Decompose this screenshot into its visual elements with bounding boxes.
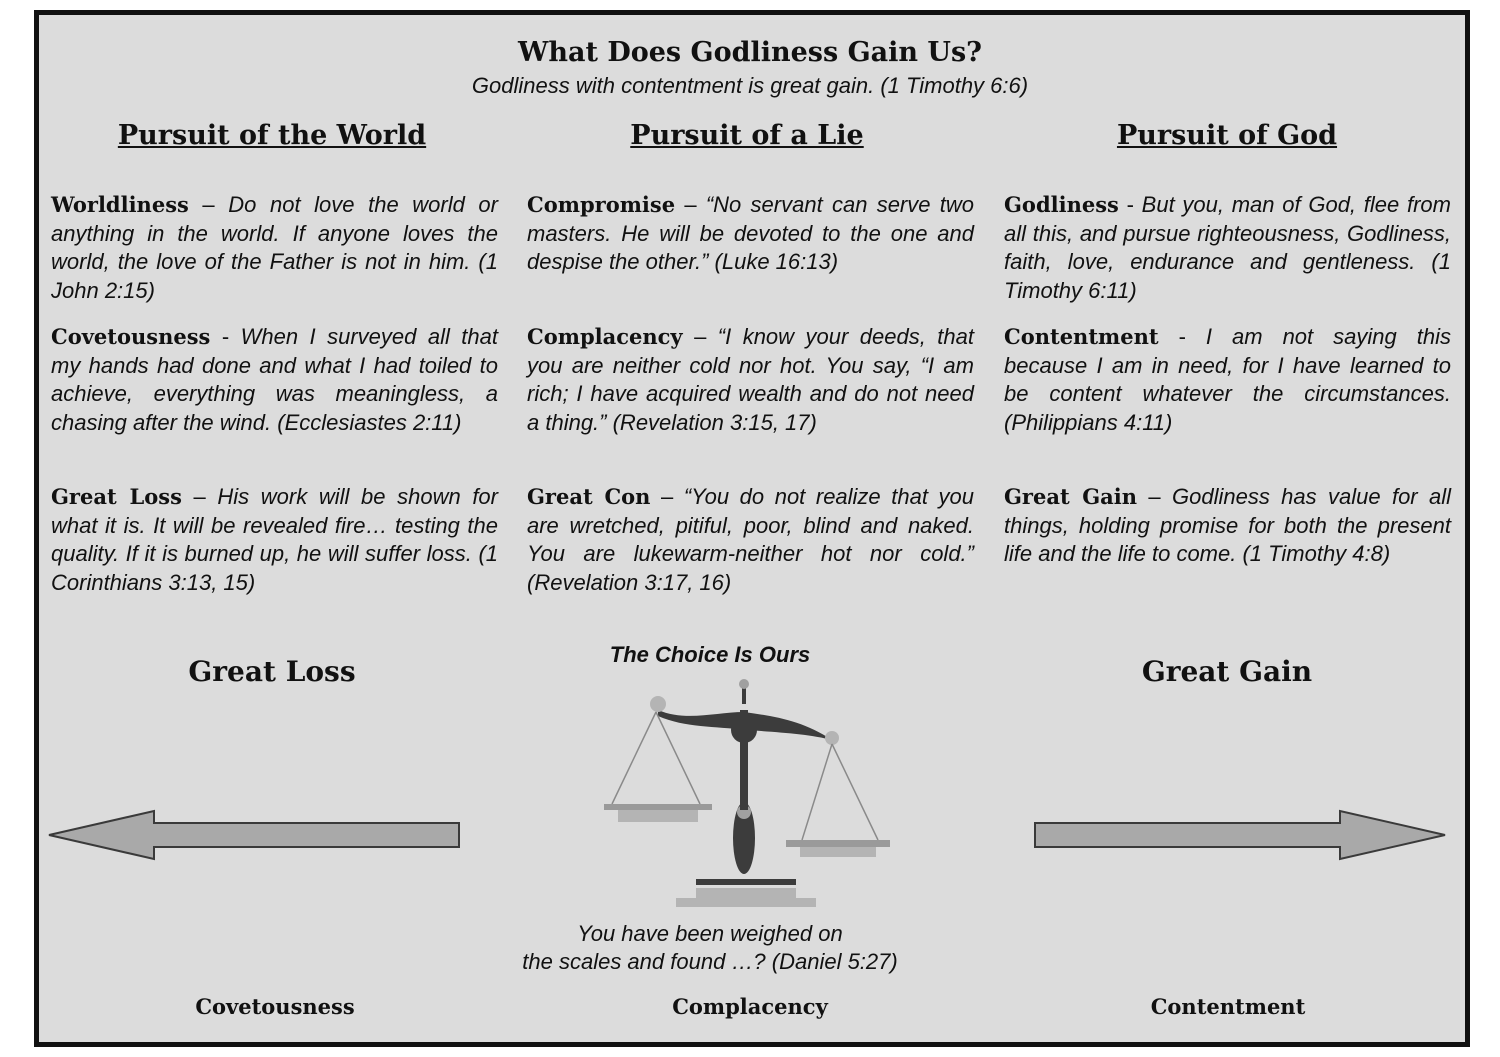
- entry-text: Godliness has value for all things, holding promise for both the present life and the life to come. (1 Timothy 4:8): [1004, 484, 1452, 566]
- scale-left-end: [650, 696, 666, 712]
- entry-term: Contentment: [1004, 324, 1159, 349]
- scale-right-pan-base: [800, 847, 876, 857]
- bottom-label-covetousness: Covetousness: [195, 994, 355, 1019]
- scale-right-string: [832, 744, 878, 840]
- entry-text: “No servant can serve two masters. He will be devoted to the one and despise the other.” (Luke 16:13): [527, 192, 974, 274]
- scale-left-string: [612, 712, 656, 804]
- entry-complacency: [527, 323, 974, 437]
- entry-compromise: [527, 191, 974, 277]
- entry-separator: –: [1137, 484, 1172, 509]
- great-gain-label: Great Gain: [1141, 655, 1313, 688]
- entry-covetousness: [51, 323, 498, 437]
- entry-contentment: [1004, 323, 1451, 437]
- heading-pursuit-of-god: Pursuit of God: [1116, 120, 1338, 151]
- scale-right-pan: [786, 840, 890, 847]
- scale-hub: [731, 717, 757, 743]
- entry-term: Complacency: [527, 324, 683, 349]
- entry-term: Great Loss: [51, 484, 182, 509]
- entry-great-con: [527, 483, 974, 597]
- entry-separator: -: [1118, 192, 1142, 217]
- bottom-label-complacency: Complacency: [672, 994, 828, 1019]
- scale-left-pan: [604, 804, 712, 810]
- entry-text: “I know your deeds, that you are neither cold nor hot. You say, “I am rich; I have acquired wealth and do not need a thing.” (Revelation 3:15, 17): [527, 324, 974, 435]
- weighed-line-1: You have been weighed on: [577, 921, 843, 946]
- entry-text: But you, man of God, flee from all this, and pursue righteousness, Godliness, faith, love, endurance and gentleness. (1 Timothy 6:11): [1004, 192, 1451, 303]
- entry-godliness: [1004, 191, 1451, 305]
- entry-text: I am not saying this because I am in need, for I have learned to be content whatever the circumstances. (Philippians 4:11): [1004, 324, 1451, 435]
- entry-great-gain: [1004, 483, 1451, 569]
- balance-scale-icon: [596, 672, 896, 912]
- scale-left-string: [656, 712, 700, 804]
- entry-worldliness: [51, 191, 498, 305]
- scale-right-end: [825, 731, 839, 745]
- page-subtitle: Godliness with contentment is great gain. (1 Timothy 6:6): [471, 73, 1029, 98]
- entry-term: Godliness: [1004, 192, 1119, 217]
- entry-great-loss: [51, 483, 498, 597]
- entry-text: When I surveyed all that my hands had done and what I had toiled to achieve, everything was meaningless, a chasing after the wind. (Ecclesiastes 2:11): [51, 324, 498, 435]
- right-arrow-icon: [1032, 808, 1448, 864]
- entry-separator: –: [675, 192, 706, 217]
- entry-term: Great Gain: [1004, 484, 1138, 509]
- scale-finial-tip: [739, 679, 749, 689]
- entry-separator: –: [188, 192, 229, 217]
- entry-term: Compromise: [527, 192, 676, 217]
- scale-base-middle: [696, 888, 796, 898]
- scale-left-pan-base: [618, 810, 698, 822]
- weighed-line-2: the scales and found …? (Daniel 5:27): [522, 949, 898, 974]
- entry-term: Great Con: [527, 484, 651, 509]
- entry-separator: –: [682, 324, 718, 349]
- scale-base-top: [696, 879, 796, 885]
- choice-title: The Choice Is Ours: [609, 642, 811, 667]
- entry-text: “You do not realize that you are wretched, pitiful, poor, blind and naked. You are lukewarm-neither hot nor cold.” (Revelation 3:17, 16): [527, 484, 974, 595]
- left-arrow-icon: [46, 808, 462, 864]
- entry-text: His work will be shown for what it is. It will be revealed fire… testing the quality. If it is burned up, he will suffer loss. (1 Corinthians 3:13, 15): [51, 484, 498, 595]
- scale-right-string: [802, 744, 832, 840]
- weighed-quote: [480, 920, 940, 976]
- entry-separator: –: [181, 484, 218, 509]
- entry-separator: -: [210, 324, 241, 349]
- great-loss-label: Great Loss: [188, 655, 356, 688]
- scale-base-bottom: [676, 898, 816, 907]
- page-title: What Does Godliness Gain Us?: [518, 37, 982, 68]
- entry-text: Do not love the world or anything in the world. If anyone loves the world, the love of the Father is not in him. (1 John 2:15): [51, 192, 498, 303]
- entry-term: Worldliness: [51, 192, 189, 217]
- entry-separator: –: [650, 484, 684, 509]
- heading-pursuit-of-the-world: Pursuit of the World: [117, 120, 427, 151]
- entry-separator: -: [1158, 324, 1206, 349]
- bottom-label-contentment: Contentment: [1150, 994, 1306, 1019]
- entry-term: Covetousness: [51, 324, 211, 349]
- heading-pursuit-of-a-lie: Pursuit of a Lie: [630, 120, 864, 151]
